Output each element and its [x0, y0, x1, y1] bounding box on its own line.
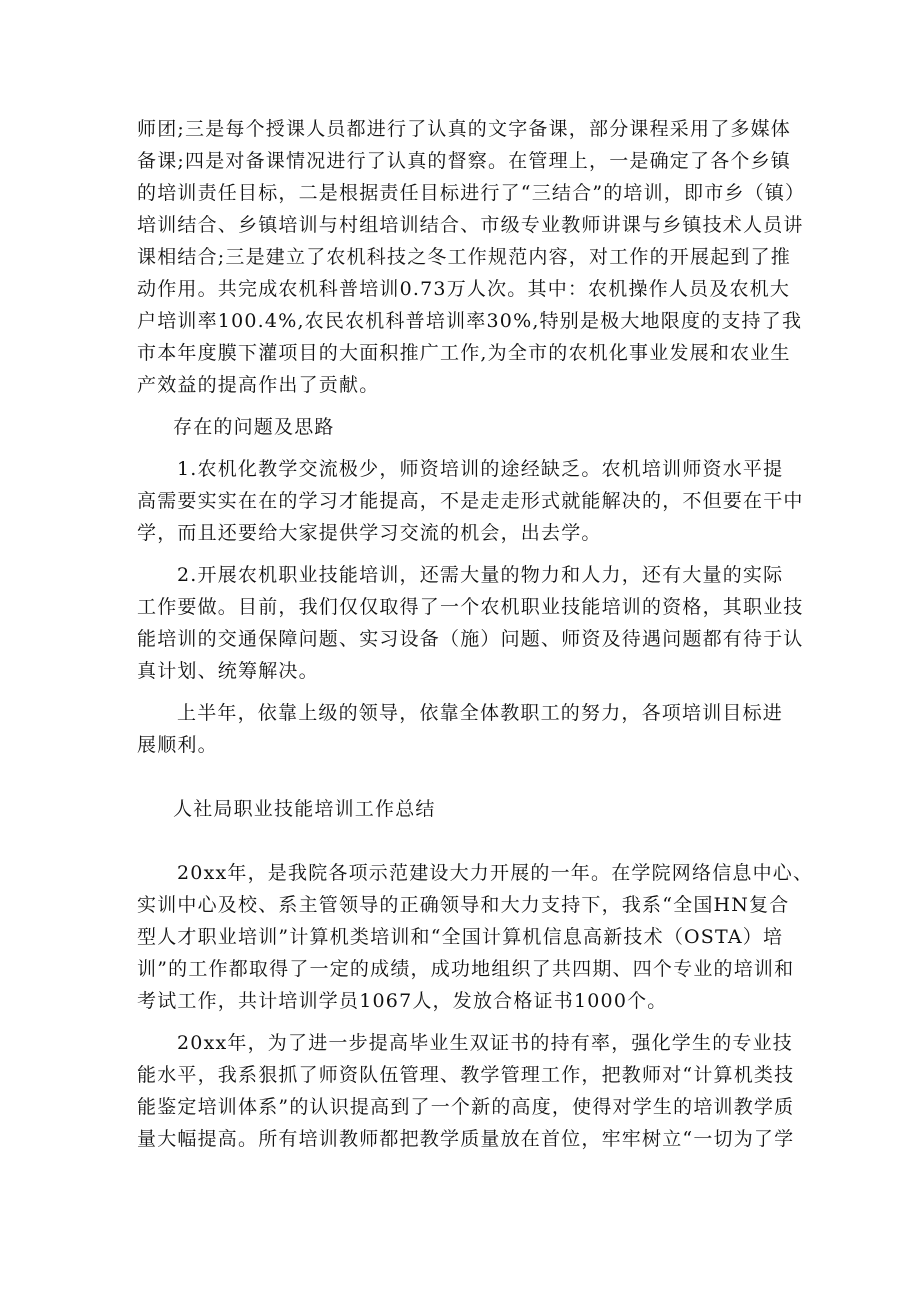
text-line: 培训结合、乡镇培训与村组培训结合、市级专业教师讲课与乡镇技术人员讲 [137, 214, 804, 236]
text-line: 真计划、统筹解决。 [137, 660, 319, 682]
text-line: 产效益的提高作出了贡献。 [137, 374, 380, 396]
text-line: 训”的工作都取得了一定的成绩，成功地组织了共四期、四个专业的培训和 [137, 958, 795, 980]
text-line: 学，而且还要给大家提供学习交流的机会，出去学。 [137, 522, 602, 544]
text-line: 能鉴定培训体系”的认识提高到了一个新的高度，使得对学生的培训教学质 [137, 1096, 795, 1118]
text-line: 课相结合;三是建立了农机科技之冬工作规范内容，对工作的开展起到了推 [137, 246, 792, 268]
text-line: 20xx年，为了进一步提高毕业生双证书的持有率，强化学生的专业技 [177, 1032, 794, 1054]
text-line: 的培训责任目标，二是根据责任目标进行了“三结合”的培训，即市乡（镇） [137, 182, 806, 204]
text-line: 户培训率100.4%,农民农机科普培训率30%,特别是极大地限度的支持了我 [137, 310, 803, 332]
text-line: 工作要做。目前，我们仅仅取得了一个农机职业技能培训的资格，其职业技 [137, 596, 804, 618]
text-line: 市本年度膜下灌项目的大面积推广工作,为全市的农机化事业发展和农业生 [137, 342, 791, 364]
text-line: 1.农机化教学交流极少，师资培训的途经缺乏。农机培训师资水平提 [177, 458, 784, 480]
text-line: 上半年，依靠上级的领导，依靠全体教职工的努力，各项培训目标进 [177, 702, 784, 724]
text-line: 考试工作，共计培训学员1067人，发放合格证书1000个。 [137, 990, 668, 1012]
section-heading: 存在的问题及思路 [173, 416, 335, 438]
text-line: 实训中心及校、系主管领导的正确领导和大力支持下，我系“全国HN复合 [137, 894, 790, 916]
text-line: 师团;三是每个授课人员都进行了认真的文字备课，部分课程采用了多媒体 [137, 118, 792, 140]
text-line: 能培训的交通保障问题、实习设备（施）问题、师资及待遇问题都有待于认 [137, 628, 804, 650]
text-line: 量大幅提高。所有培训教师都把教学质量放在首位，牢牢树立“一切为了学 [137, 1128, 795, 1150]
document-body [137, 0, 814, 1301]
document-title: 人社局职业技能培训工作总结 [173, 798, 436, 820]
text-line: 2.开展农机职业技能培训，还需大量的物力和人力，还有大量的实际 [177, 564, 784, 586]
text-line: 展顺利。 [137, 734, 218, 756]
text-line: 20xx年，是我院各项示范建设大力开展的一年。在学院网络信息中心、 [177, 862, 814, 884]
text-line: 型人才职业培训”计算机类培训和“全国计算机信息高新技术（OSTA）培 [137, 926, 784, 948]
text-line: 能水平，我系狠抓了师资队伍管理、教学管理工作，把教师对“计算机类技 [137, 1064, 795, 1086]
text-line: 高需要实实在在的学习才能提高，不是走走形式就能解决的，不但要在干中 [137, 490, 804, 512]
text-line: 备课;四是对备课情况进行了认真的督察。在管理上，一是确定了各个乡镇 [137, 150, 792, 172]
text-line: 动作用。共完成农机科普培训0.73万人次。其中：农机操作人员及农机大 [137, 278, 791, 300]
